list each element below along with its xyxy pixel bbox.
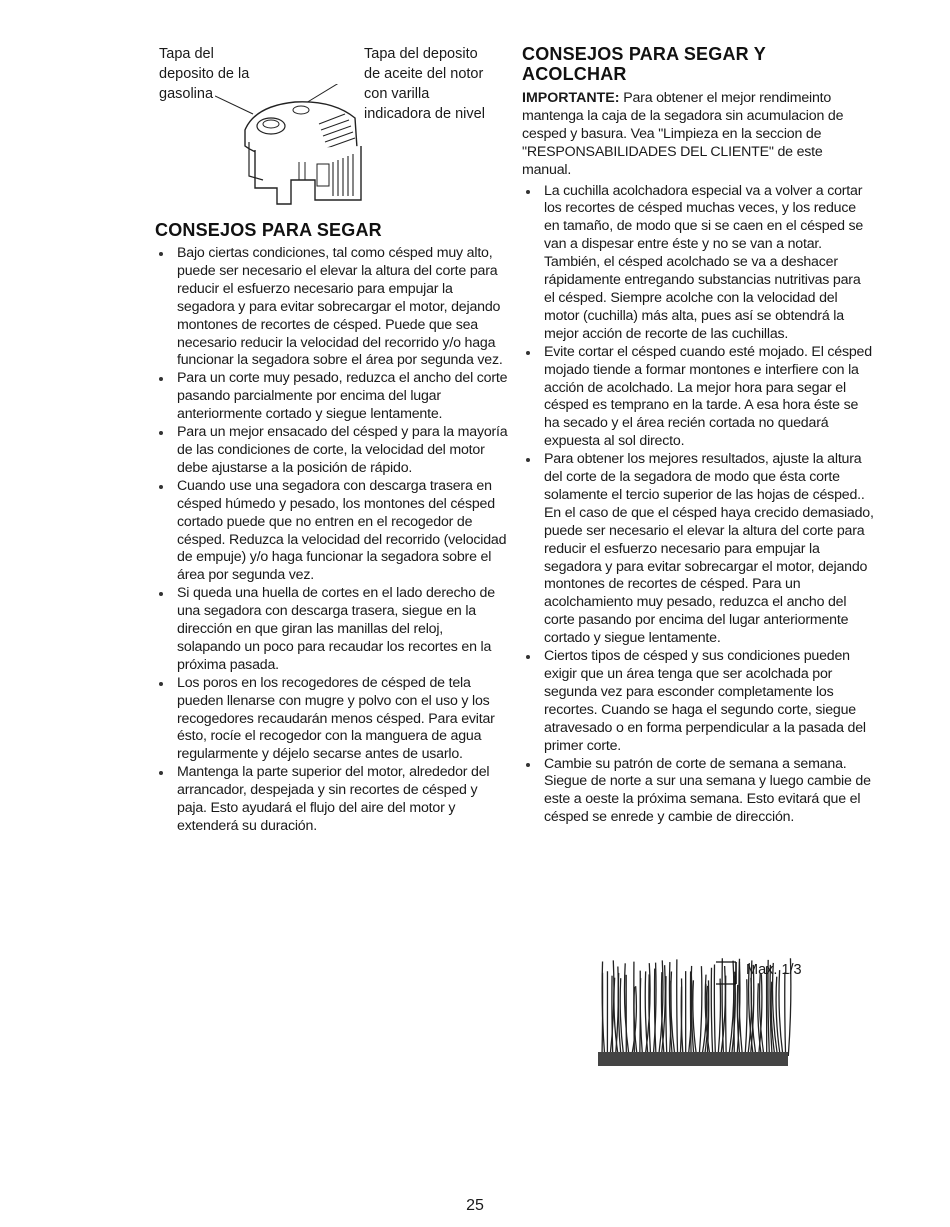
bullet-dot-icon bbox=[526, 655, 530, 659]
bullet-dot-icon bbox=[159, 377, 163, 381]
list-item: Para un mejor ensacado del césped y para la mayoría de las condiciones de corte, la velocidad del motor debe ajustarse a la posición de rápido. bbox=[155, 424, 510, 478]
list-item: Si queda una huella de cortes en el lado derecho de una segadora con descarga trasera, siegue en la dirección en que giran las manillas del reloj, solapando un poco para recaudar los recortes en la próxima pasada. bbox=[155, 585, 510, 675]
gas-cap-label: Tapa del deposito de la gasolina bbox=[159, 46, 250, 102]
engine-illustration bbox=[215, 84, 375, 209]
list-item: La cuchilla acolchadora especial va a volver a cortar los recortes de césped muchas veces, y los reduce en tamaño, de modo que si se caen en el césped se van a dispesar entre éste y no se van a notar. También, el césped acolchado se va a deshacer rápidamente entregando substancias nutritivas para el césped. Siempre acolche con la velocidad del motor (cuchilla) más alta, pues así se obtendrá la mejor acción de recorte de las cuchillas. bbox=[522, 183, 874, 344]
bullet-dot-icon bbox=[159, 771, 163, 775]
list-item: Cambie su patrón de corte de semana a semana. Siegue de norte a sur una semana y luego cambie de este a oeste la próxima semana. Esto evitará que el césped se enrede y cambie de dirección. bbox=[522, 756, 874, 828]
bullet-dot-icon bbox=[159, 252, 163, 256]
important-text: Para obtener el mejor rendimeinto mantenga la caja de la segadora sin acumulacion de cesped y basura. Vea "Limpieza en la seccion de "RESPONSABILIDADES DEL CLIENTE" de este manual. bbox=[522, 90, 844, 178]
oil-cap-label: Tapa del deposito de aceite del notor con varilla indicadora de nivel bbox=[364, 46, 485, 122]
bullet-dot-icon bbox=[526, 351, 530, 355]
list-item: Para obtener los mejores resultados, ajuste la altura del corte de la segadora de modo que ésta corte solamente el tercio superior de las hojas de césped.. En el caso de que el césped haya crecido demasiado, puede ser necesario el elevar la altura del corte para reducir el esfuerzo necesario para empujar la segadora y para evitar sobrecargar el motor, dejando montones de recortes de césped. Para un acolchamiento muy pesado, reduzca el ancho del corte pasando por encima del lugar anteriormente cortado y siegue lentamente. bbox=[522, 451, 874, 648]
section-title-acolchar: CONSEJOS PARA SEGAR Y ACOLCHAR bbox=[522, 44, 766, 84]
important-note bbox=[522, 90, 874, 180]
list-item: Cuando use una segadora con descarga trasera en césped húmedo y pesado, los montones del césped cortado puede que no entren en el recogedor de césped. Reduzca la velocidad del recorrido (velocidad de empuje) y/o haga funcionar la segadora sobre el área por segunda vez. bbox=[155, 478, 510, 585]
segar-bullet-list bbox=[155, 245, 510, 836]
grass-height-illustration bbox=[598, 952, 838, 1072]
acolchar-bullet-list bbox=[522, 183, 874, 828]
left-column bbox=[155, 44, 510, 836]
engine-figure bbox=[155, 44, 510, 214]
important-label: IMPORTANTE: bbox=[522, 90, 620, 106]
list-item: Ciertos tipos de césped y sus condiciones pueden exigir que un área tenga que ser acolchada por segunda vez para esconder completamente los recortes. Cuando se haga el segundo corte, siegue atravesado o en forma perpendicular a la pasada del primer corte. bbox=[522, 648, 874, 755]
bullet-dot-icon bbox=[159, 485, 163, 489]
list-item: Mantenga la parte superior del motor, alrededor del arrancador, despejada y sin recortes de césped y paja. Esto ayudará el flujo del aire del motor y extenderá su duración. bbox=[155, 764, 510, 836]
bullet-dot-icon bbox=[159, 431, 163, 435]
bullet-dot-icon bbox=[526, 190, 530, 194]
right-column bbox=[522, 44, 874, 827]
page-number: 25 bbox=[466, 1197, 484, 1214]
bullet-dot-icon bbox=[159, 682, 163, 686]
list-item: Evite cortar el césped cuando esté mojado. El césped mojado tiende a formar montones e interfiere con la acción de acolchado. La mejor hora para segar el césped es temprano en la tarde. A esa hora éste se ha secado y el área recién cortada no quedará expuesta al sol directo. bbox=[522, 344, 874, 451]
bullet-dot-icon bbox=[526, 763, 530, 767]
list-item: Bajo ciertas condiciones, tal como césped muy alto, puede ser necesario el elevar la altura del corte para reducir el esfuerzo necesario para empujar la segadora y para evitar sobrecargar el motor, dejando montones de recortes de césped. Puede que sea necesario reducir la velocidad del recorrido y/o haga funcionar la segadora sobre el área por segunda vez. bbox=[155, 245, 510, 370]
bullet-dot-icon bbox=[526, 458, 530, 462]
section-title-segar: CONSEJOS PARA SEGAR bbox=[155, 220, 382, 240]
max-third-label: Max. 1/3 bbox=[746, 962, 802, 978]
bullet-dot-icon bbox=[159, 592, 163, 596]
list-item: Los poros en los recogedores de césped de tela pueden llenarse con mugre y polvo con el uso y los recogedores recaudarán menos césped. Para evitar ésto, rocíe el recogedor con la manguera de agua regularmente y déjelo secarse antes de usarlo. bbox=[155, 675, 510, 765]
list-item: Para un corte muy pesado, reduzca el ancho del corte pasando parcialmente por encima del lugar anteriormente cortado y siegue lentamente. bbox=[155, 370, 510, 424]
